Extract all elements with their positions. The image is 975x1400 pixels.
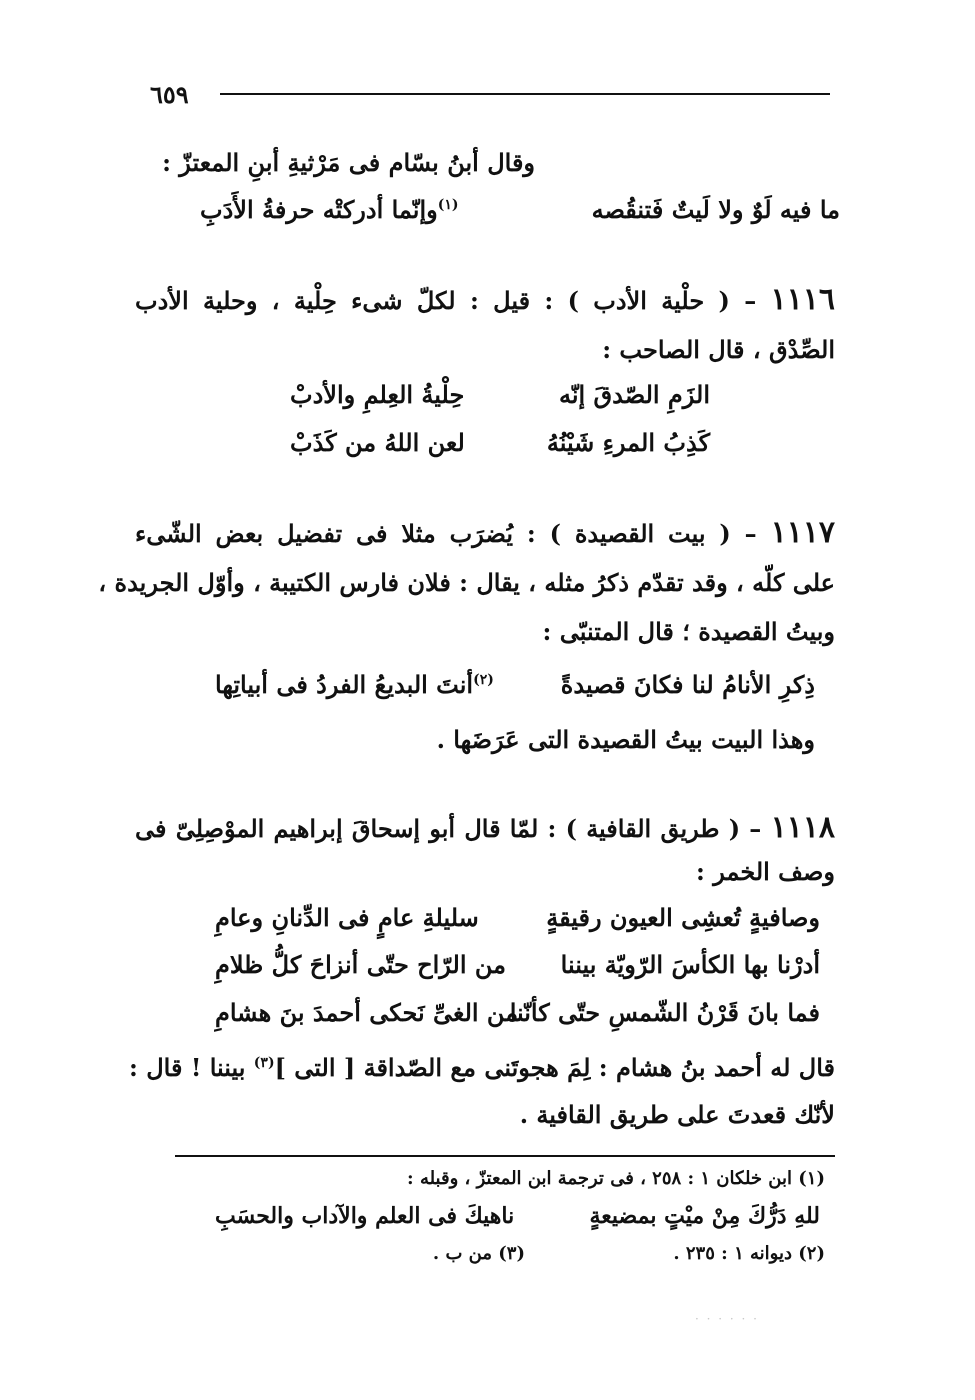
entry-1118-verse-2 (215, 950, 820, 990)
page-number: ٦٥٩ (150, 80, 189, 109)
footnote-marker: (١) (437, 197, 459, 213)
entry-1117-verse (215, 670, 815, 710)
page-header (150, 80, 830, 120)
entry-1118-verse-1 (215, 903, 820, 943)
entry-1117-line3: وبيتُ القصيدة ؛ قال المتنبّى : (542, 617, 835, 646)
verse-hemistich-left: من الغىِّ نَحكى أحمدَ بنَ هشامِ (215, 998, 519, 1027)
verse-hemistich-left: سليلةِ عامٍ فى الدِّنانِ وعامِ (215, 903, 479, 932)
entry-1116-verse-2 (290, 428, 710, 468)
entry-1118-line2: وصف الخمر : (696, 857, 835, 886)
verse-hemistich-left-text: وإنّما أدركتْه حرفةُ الأَدَبِ (200, 195, 438, 224)
entry-number: ١١١٧ (770, 515, 836, 550)
entry-text-end: بيننا ! قال : (129, 1053, 246, 1082)
entry-1117-after: وهذا البيت بيتُ القصيدة التى عَرَضَها . (436, 725, 815, 754)
entry-1118-verse-3 (215, 998, 820, 1038)
entry-1118-line4: لأنّك قعدتَ على طريق القافية . (519, 1100, 835, 1129)
verse-hemistich-right: وصافيةٍ تُعشِى العيون رقيقةٍ (546, 903, 820, 932)
verse-hemistich-right: الزَمِ الصّدقَ إنّه (558, 380, 710, 409)
entry-text: – ( بيت القصيدة ) : يُضرَب مثلا فى تفضيل بعض الشّىء (135, 519, 757, 548)
verse-hemistich-right: للهِ دَرُّكَ مِنْ ميْتٍ بمضيعةٍ (589, 1203, 820, 1229)
entry-1116-line2: الصِّدْق ، قال الصاحب : (602, 335, 835, 364)
section1-intro: وقال أبنُ بسّام فى مَرْثيةِ أبنِ المعتزّ : (162, 148, 535, 177)
entry-number: ١١١٨ (770, 810, 836, 845)
entry-number: ١١١٦ (770, 282, 835, 317)
verse-hemistich-right: فما بانَ قَرْنُ الشّمسِ حتّى كأنّنا (509, 998, 820, 1027)
footnote-rule (175, 1155, 835, 1157)
header-rule (220, 93, 830, 95)
verse-hemistich-right: أدرْنا بها الكأسَ الرّويّة بيننا (560, 950, 820, 979)
verse-hemistich-left-text: أنتَ البديعُ الفردُ فى أبياتِها (215, 670, 474, 699)
footnote-1-verse (215, 1203, 820, 1243)
verse-hemistich-right: كَذِبُ المرءِ شَيْنُهُ (546, 428, 710, 457)
footnote-marker: (٣) (253, 1055, 275, 1071)
footnote-2: (٢) ديوانه ١ : ٢٣٥ . (673, 1243, 825, 1264)
entry-1117-line2: على كلّه ، وقد تقدّم ذكرُ مثله ، يقال : فلان فارس الكتيبة ، وأوّل الجريدة ، (98, 568, 835, 597)
verse-hemistich-left: حِلْيةُ العِلمِ والأدبْ (290, 380, 465, 409)
faint-library-stamp: · · · · · · (695, 1312, 759, 1326)
verse-hemistich-left (200, 195, 459, 224)
verse-hemistich-left (215, 670, 494, 699)
entry-1118-line3 (129, 1053, 835, 1082)
entry-text: – ( طريق القافية ) : لمّا قال أبو إسحاقَ إبراهيم الموْصِلِىّ فى (135, 814, 762, 843)
section1-verse (200, 195, 840, 235)
entry-text: – ( حلْية الأدب ) : قيل : لكلّ شىء حِلْية ، وحلية الأدب (135, 286, 757, 315)
footnote-marker: (٢) (473, 672, 494, 688)
entry-text: قال له أحمد بنُ هشام : لِمَ هجوتَنى مع الصّداقة [ التى ] (274, 1053, 835, 1082)
verse-hemistich-left: ناهيكَ فى العلم والآداب والحسَبِ (215, 1203, 515, 1229)
footnote-3: (٣) من ب . (432, 1243, 525, 1264)
verse-hemistich-right: ذِكرِ الأنامُ لنا فكانَ قصيدةً (560, 670, 815, 699)
entry-1116-line1 (135, 282, 835, 317)
entry-1117-line1 (135, 515, 835, 550)
entry-1118-line1 (135, 810, 835, 845)
verse-hemistich-left: لعن اللهُ من كَذَبْ (290, 428, 465, 457)
verse-hemistich-right: ما فيه لَوٌ ولا لَيتٌ فَتنقُصه (591, 195, 840, 224)
entry-1116-verse-1 (290, 380, 710, 420)
footnote-1: (١) ابن خلكان ١ : ٢٥٨ ، فى ترجمة ابن المعتزّ ، وقبله : (407, 1168, 825, 1189)
verse-hemistich-left: من الرّاح حتّى أنزاحَ كلُّ ظلامِ (215, 950, 506, 979)
